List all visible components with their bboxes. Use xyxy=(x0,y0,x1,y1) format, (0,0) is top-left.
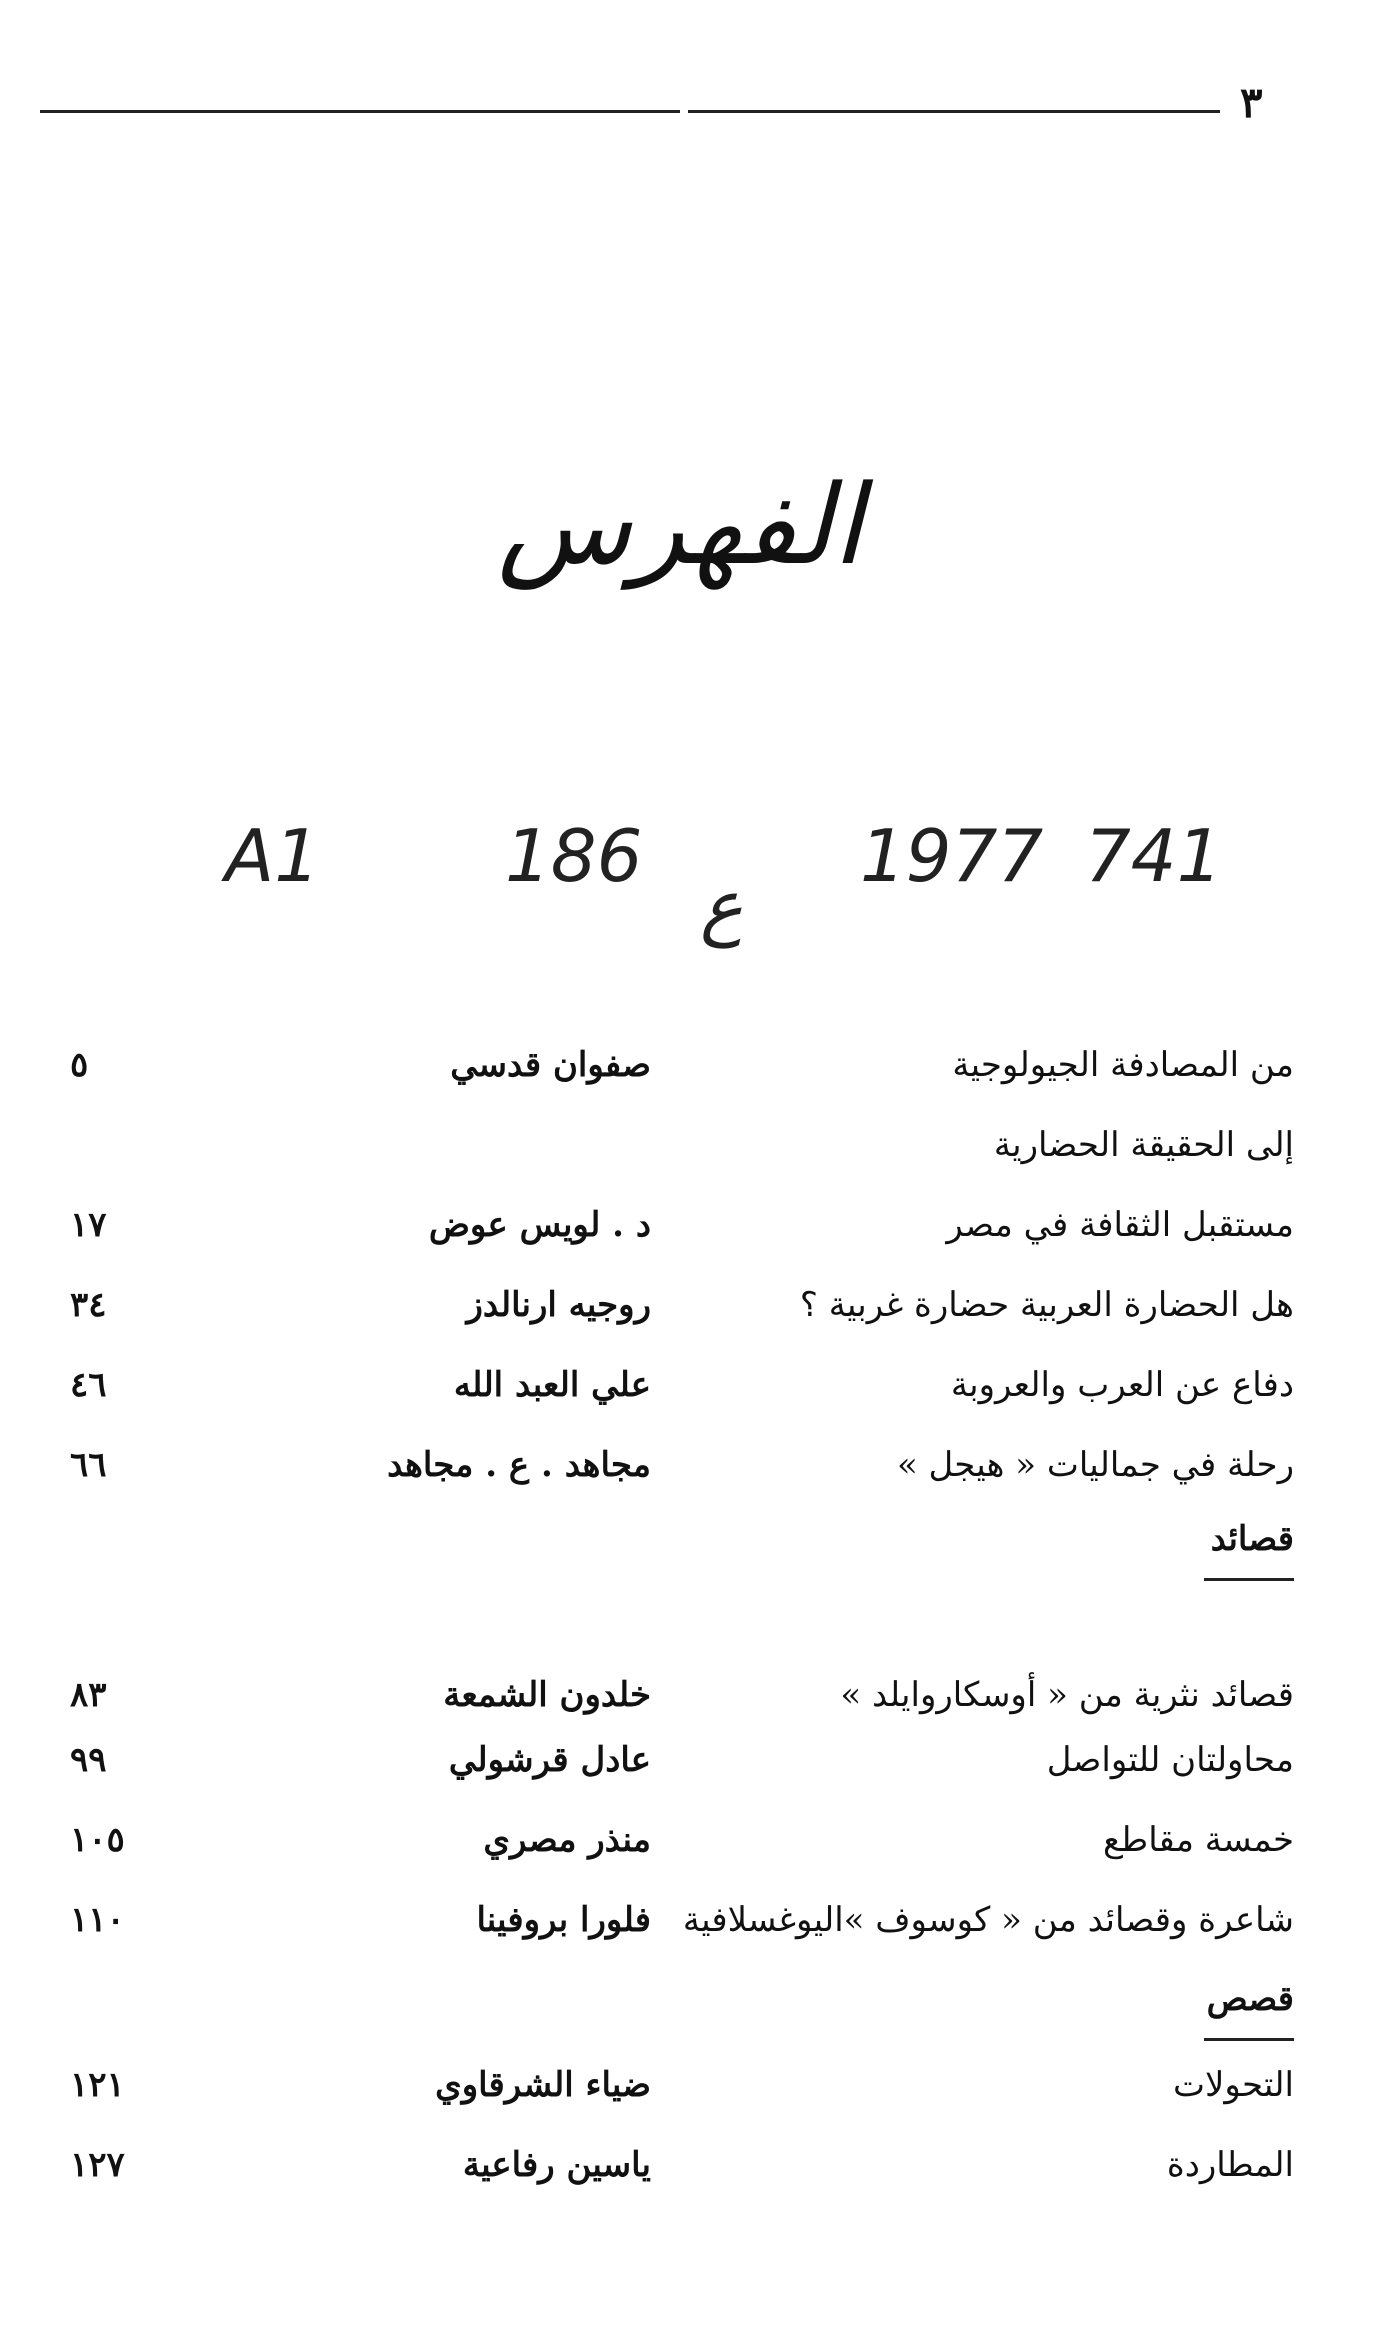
entry-title: المطاردة xyxy=(1166,2145,1294,2185)
toc-entry xyxy=(0,1195,1379,1255)
entry-title: دفاع عن العرب والعروبة xyxy=(950,1365,1294,1405)
section-heading-stories: قصص xyxy=(1207,1975,1294,2027)
entry-title: من المصادفة الجيولوجية xyxy=(952,1045,1294,1085)
entry-title: هل الحضارة العربية حضارة غربية ؟ xyxy=(799,1285,1294,1325)
entry-author: ياسين رفاعية xyxy=(462,2145,651,2185)
entry-author: صفوان قدسي xyxy=(450,1045,651,1085)
toc-entry xyxy=(0,2135,1379,2195)
toc-entry xyxy=(0,1435,1379,1495)
toc-entry xyxy=(0,2055,1379,2115)
entry-author: علي العبد الله xyxy=(453,1365,651,1405)
entry-page: ٥ xyxy=(70,1045,89,1085)
toc-entry xyxy=(0,1730,1379,1790)
header-rule-right xyxy=(688,110,1220,113)
entry-page: ١١٠ xyxy=(70,1900,125,1940)
handwritten-note-part: 1977 xyxy=(860,814,1044,898)
entry-author: ضياء الشرقاوي xyxy=(435,2065,651,2105)
toc-entry xyxy=(0,1035,1379,1095)
toc-entry xyxy=(0,1890,1379,1950)
entry-page: ١٧ xyxy=(70,1205,107,1245)
entry-author: منذر مصري xyxy=(483,1820,651,1860)
entry-page: ٩٩ xyxy=(70,1740,107,1780)
handwritten-note-part: ع xyxy=(700,864,743,948)
toc-entry xyxy=(0,1665,1379,1725)
toc-entry xyxy=(0,1355,1379,1415)
entry-title: مستقبل الثقافة في مصر xyxy=(946,1205,1294,1245)
entry-title: خمسة مقاطع xyxy=(1103,1820,1294,1860)
toc-entry xyxy=(0,1810,1379,1870)
entry-author: عادل قرشولي xyxy=(448,1740,651,1780)
entry-author: خلدون الشمعة xyxy=(443,1675,651,1715)
entry-page: ١٢٧ xyxy=(70,2145,125,2185)
handwritten-note-part: A1 xyxy=(225,814,321,898)
entry-author: د . لويس عوض xyxy=(428,1205,651,1245)
entry-page: ١٠٥ xyxy=(70,1820,125,1860)
entry-title: شاعرة وقصائد من « كوسوف »اليوغسلافية xyxy=(682,1900,1294,1940)
handwritten-note-part: 186 xyxy=(505,814,643,898)
toc-entry xyxy=(0,1275,1379,1335)
entry-author: روجيه ارنالدز xyxy=(466,1285,651,1325)
entry-title: التحولات xyxy=(1173,2065,1294,2105)
entry-page: ٦٦ xyxy=(70,1445,107,1485)
entry-page: ١٢١ xyxy=(70,2065,125,2105)
entry-title: رحلة في جماليات « هيجل » xyxy=(896,1445,1294,1485)
header-rule-left xyxy=(40,110,680,113)
entry-author: فلورا بروفينا xyxy=(476,1900,651,1940)
section-heading-poems: قصائد xyxy=(1211,1515,1294,1567)
entry-title: إلى الحقيقة الحضارية xyxy=(993,1125,1294,1165)
entry-page: ٤٦ xyxy=(70,1365,107,1405)
entry-author: مجاهد . ع . مجاهد xyxy=(387,1445,651,1485)
handwritten-note-part: 741 xyxy=(1085,814,1223,898)
entry-page: ٣٤ xyxy=(70,1285,107,1325)
entry-page: ٨٣ xyxy=(70,1675,107,1715)
entry-title: محاولتان للتواصل xyxy=(1046,1740,1294,1780)
page-title: الفهرس xyxy=(497,461,863,589)
entry-title: قصائد نثرية من « أوسكاروايلد » xyxy=(840,1675,1294,1715)
page-number: ٣ xyxy=(1240,78,1263,127)
toc-entry xyxy=(0,1115,1379,1175)
